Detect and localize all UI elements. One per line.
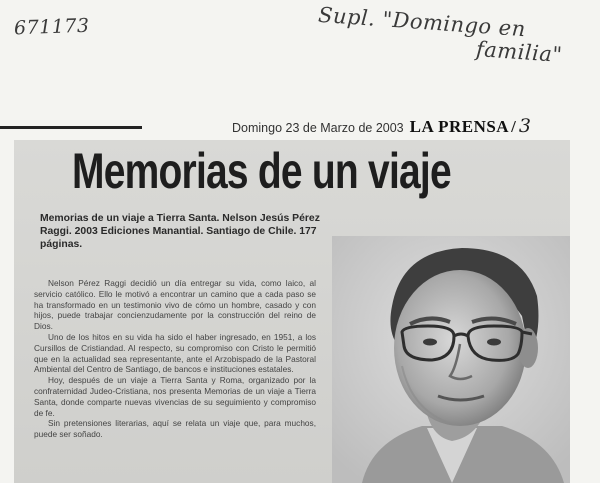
page-number: 3 bbox=[518, 115, 531, 137]
author-portrait-photo bbox=[332, 236, 570, 483]
masthead-slash: / bbox=[511, 117, 516, 136]
masthead-rule bbox=[0, 126, 142, 129]
supplement-note-handwriting-line2: familia" bbox=[475, 37, 564, 67]
article-paragraph: Uno de los hitos en su vida ha sido el haber ingresado, en 1951, a los Cursillos de Cristiandad. Al respecto, su compromiso con Cristo le permitió que en la actualidad sea representante, ante el Arzobispado de la Pastoral Ambiental del Centro de Santiago, de bancos e instituciones estatales. bbox=[34, 331, 316, 375]
newspaper-masthead bbox=[232, 115, 592, 137]
article-paragraph: Sin pretensiones literarias, aquí se relata un viaje que, para muchos, puede ser soñado. bbox=[34, 418, 316, 440]
article-paragraph: Hoy, después de un viaje a Tierra Santa y Roma, organizado por la confraternidad Judeo-Cristiana, nos presenta Memorias de un viaje a Tierra Santa, donde comparte nuevas vivencias de su seguimiento y compromiso de fe. bbox=[34, 375, 316, 418]
article-paragraph: Nelson Pérez Raggi decidió un día entregar su vida, como laico, al servicio católico. Ello le motivó a encontrar un camino que a cada paso se ha transformado en un testimonio vivo de cómo un hombre, casado y con hijos, puede trabajar concienzudamente por la construcción del reino de Dios. bbox=[34, 278, 316, 332]
book-bibliography: Memorias de un viaje a Tierra Santa. Nelson Jesús Pérez Raggi. 2003 Ediciones Manantial. Santiago de Chile. 177 páginas. bbox=[40, 213, 320, 250]
article-headline: Memorias de un viaje bbox=[72, 143, 451, 199]
article-clipping bbox=[14, 140, 570, 483]
newspaper-name: LA PRENSA bbox=[409, 117, 510, 136]
issue-date: Domingo 23 de Marzo de 2003 bbox=[232, 121, 404, 135]
supplement-note-handwriting: Supl. "Domingo en bbox=[317, 2, 527, 42]
archive-id-handwriting: 671173 bbox=[13, 14, 90, 40]
article-body bbox=[34, 278, 316, 440]
